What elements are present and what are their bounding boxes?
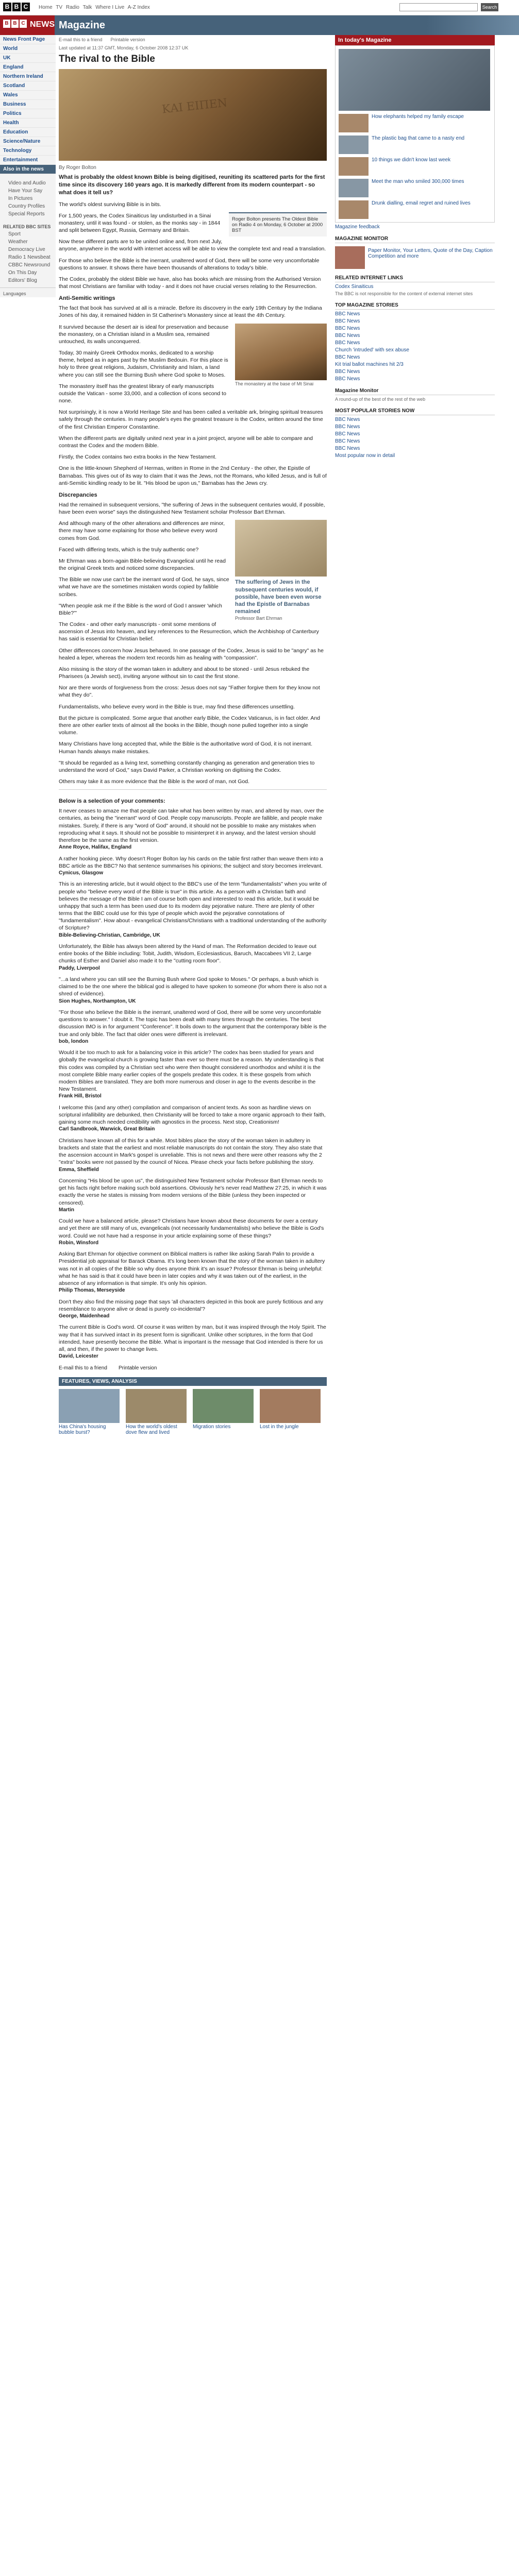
top-story-link[interactable]: BBC News [335,318,360,324]
today-item-label: Drunk dialling, email regret and ruined lives [372,200,471,206]
top-story-link[interactable]: Kit trial ballot machines hit 2/3 [335,362,404,367]
today-thumb [339,114,369,132]
today-box [335,45,495,223]
languages-link[interactable]: Languages [3,291,26,296]
comment [59,1049,327,1100]
most-popular-item[interactable]: BBC News [335,438,360,444]
paragraph: Mr Ehrman was a born-again Bible-believing Evangelical until he read the original Greek texts and noticed some discrepancies. [59,557,226,572]
comment-signature: David, Leicester [59,1353,98,1360]
comment-text: Concerning "His blood be upon us", the distinguished New Testament scholar Professor Bart Ehrman needs to get his facts right before making such bold assertions. Obviously he's never read Matthew 27:25, in which it was exactly the verse he states is missing from modern versions of the Bible (unless they been inspected or censored). [59,1178,327,1206]
paragraph: Had the remained in subsequent versions, "the suffering of Jews in the subsequent centuries would, if possible, have been even worse" says the distinguished New Testament scholar Professor Bart Ehrman. [59,501,325,516]
bbc-logo[interactable]: B B C [3,3,30,11]
comment-signature: George, Maidenhead [59,1313,110,1319]
today-item-label: How elephants helped my family escape [372,114,464,120]
comment-signature: Frank Hill, Bristol [59,1093,102,1099]
comment [59,880,327,939]
quote-text: The suffering of Jews in the subsequent centuries would, if possible, have been even worse had the Epistle of Barnabas remained [235,579,322,615]
top-story-link[interactable]: BBC News [335,354,360,360]
sidebar-subitem[interactable]: Country Profiles [8,204,45,209]
monitor2-heading: Magazine Monitor [335,388,495,395]
feature-card[interactable]: Lost in the jungle [260,1389,321,1435]
paragraph: But the picture is complicated. Some argue that another early Bible, the Codex Vaticanus, is in fact older. And there are other earlier texts of almost all the books in the Bible, though none pulled together into a single volume. [59,715,321,736]
paragraph: Firstly, the Codex contains two extra books in the New Testament. [59,454,217,461]
sidebar-item[interactable]: Politics [0,109,56,118]
comment-signature: Cynicus, Glasgow [59,870,104,876]
paragraph: For 1,500 years, the Codex Sinaiticus lay undisturbed in a Sinai monastery, until it was found - or stolen, as the monks say - in 1844 and split between Egypt, Russia, Germany and Britain. [59,212,221,234]
sidebar-item-active[interactable]: Also in the news [0,165,56,174]
nav-link[interactable]: Where I Live [95,5,125,10]
byline: By Roger Bolton [59,165,96,171]
hero-image [59,69,327,161]
comment-text: "For those who believe the Bible is the inerrant, unaltered word of God, there will be some very uncomfortable questions to answer." I doubt it. The topic has been dealt with many times through the centuries. The best discussion IMO is in for argument "Conference". It boils down to the argument that the contemporary bible is the true and only bible. The fact that older ones were different is irrelevant. [59,1009,327,1038]
paragraph: Also missing is the story of the woman taken in adultery and about to be stoned - until Jesus rebuked the Pharisees (a Jewish sect), inviting anyone without sin to cast the first stone. [59,666,310,680]
today-thumb [339,179,369,197]
intro: What is probably the oldest known Bible is being digitised, reuniting its scattered parts for the first time since its discovery 160 years ago. It is markedly different from its modern counterpart - so what does it tell us? [59,174,325,196]
sidebar-item[interactable]: Science/Nature [0,137,56,146]
related-site-link[interactable]: Weather [8,239,28,245]
paragraph: The fact that book has survived at all is a miracle. Before its discovery in the early 19th Century by the Indiana Jones of his day, it remained hidden in St Catherine's Monastery since at least the 4th Century. [59,305,322,319]
paragraph: "When people ask me if the Bible is the word of God I answer 'which Bible?'" [59,602,222,616]
related-site-link[interactable]: Editors' Blog [8,278,37,283]
monitor2-text: A round-up of the best of the rest of the web [335,397,426,402]
today-item[interactable] [339,200,491,219]
paragraph: "It should be regarded as a living text, something constantly changing as generation and generation tries to understand the word of God," says David Parker, a Christian working on digitising the Codex. [59,759,315,773]
top-story-link[interactable]: BBC News [335,376,360,382]
paragraph: Today, 30 mainly Greek Orthodox monks, dedicated to a worship theme, helped as in ages past by the Muslim Bedouin. For this place is holy to three great religions, Judaism, Christianity and Islam, a land where you can still see the Burning Bush where God spoke to Moses. [59,350,228,378]
comment-signature: Bible-Believing-Christian, Cambridge, UK [59,932,160,938]
sidebar-item[interactable]: Education [0,128,56,137]
article [59,35,327,1435]
paragraph: When the different parts are digitally united next year in a joint project, anyone will be able to compare and contrast the Codex and the modern Bible. [59,435,313,449]
comment-text: This is an interesting article, but it would object to the BBC's use of the term "fundamentalists" when you write of people who "believe every word of the Bible is true" in this article. As a person with a Christian faith and believes the message of the Bible I am of course both open and interested to read this article, but it would be unhappy that such a term has been used due to its modern day pejorative nature. There are plenty of other terms that the BBC could use for this type of people which avoid the pejorative connotations of "fundamentalism". How about - evangelical Christians/Christians with a traditional understanding of the authority of Scripture? [59,881,327,931]
print-link[interactable]: Printable version [110,37,145,42]
paragraph: The world's oldest surviving Bible is in bits. [59,201,161,208]
sidebar-subitem[interactable]: Have Your Say [8,188,43,194]
comment-text: The current Bible is God's word. Of course it was written by man, but it was inspired through the Holy Spirit. The way that it has survived intact in its present form is significant. Unlike other scriptures, in the form that God intended, have presently become the Bible. What is important is the message that God intended is there for us all, and then, if the power to change lives. [59,1324,326,1352]
comment-signature: Philip Thomas, Merseyside [59,1287,125,1294]
related-site-link[interactable]: Radio 1 Newsbeat [8,255,51,260]
sidebar-item[interactable]: UK [0,54,56,63]
monitor-thumb[interactable] [335,246,365,269]
most-popular-heading: MOST POPULAR STORIES NOW [335,408,495,415]
comment [59,1324,327,1360]
paragraph: For those who believe the Bible is the inerrant, unaltered word of God, there will be some very uncomfortable questions to answer. It shows there have been thousands of alterations to today's bible. [59,257,320,271]
image-caption: The monastery at the base of Mt Sinai [235,381,314,386]
paragraph: Now these different parts are to be united online and, from next July, anyone, anywhere in the world with internet access will be able to view the complete text and read a translation. [59,239,326,252]
comment-text: Don't they also find the missing page that says 'all characters depicted in this book are purely fictitious and any resemblance to anyone alive or dead is purely co-incidental'? [59,1298,323,1312]
features-strip: FEATURES, VIEWS, ANALYSIS [59,1377,327,1386]
most-popular-link[interactable]: Most popular now in detail [335,453,395,459]
today-thumb [339,157,369,176]
header-decoration [426,15,519,35]
paragraph: Other differences concern how Jesus behaved. In one passage of the Codex, Jesus is said to be "angry" as he healed a leper, whereas the modern text records him as healing with "compassion". [59,647,324,661]
article-title: The rival to the Bible [59,54,155,64]
comment-signature: Robin, Winsford [59,1240,99,1246]
comment-signature: Paddy, Liverpool [59,965,100,971]
feature-thumb [126,1389,187,1423]
comment [59,1298,327,1320]
paragraph: It survived because the desert air is ideal for preservation and because the monastery, on a Christian island in a Muslim sea, remained untouched, its walls unconquered. [59,324,229,345]
disclaimer: The BBC is not responsible for the content of external internet sites [335,291,473,296]
most-popular-item[interactable]: BBC News [335,446,360,451]
magazine-feedback-link[interactable]: Magazine feedback [335,224,380,230]
comment [59,976,327,1005]
paragraph: Many Christians have long accepted that, while the Bible is the authoritative word of God, it is not inerrant. Human hands always make mistakes. [59,741,313,755]
paragraph: The monastery itself has the greatest library of early manuscripts outside the Vatican - some 33,000, and a collection of icons second to none. [59,383,226,404]
paragraph: And although many of the other alterations and differences are minor, there may have some explaining for those who believe every word comes from God. [59,520,225,541]
today-item-label: Meet the man who smiled 300,000 times [372,179,464,184]
comment [59,1250,327,1294]
nav-link[interactable]: A-Z Index [127,5,150,10]
paragraph: One is the little-known Shepherd of Hermas, written in Rome in the 2nd Century - the other, the Epistle of Barnabas. This gives out of its way to claim that it was the Jews, not the Romans, who killed Jesus, and is full of anti-Semitic kindling ready to be lit. "His blood be upon us," Barnabas has the Jews cry. [59,465,327,486]
sidebar-subitem[interactable]: In Pictures [8,196,33,201]
paragraph: Fundamentalists, who believe every word in the Bible is true, may find these differences unsettling. [59,703,295,710]
comment [59,1137,327,1173]
email-link[interactable]: E-mail this to a friend [59,1365,107,1371]
monastery-photo [235,324,327,380]
comment-text: It never ceases to amaze me that people can take what has been written by man, and altered by man, over the centuries, as being the "inerrant" word of God. People copy manuscripts. People are fallible, and people make mistakes. Surely, if there is any "word of God" around, it should not be possible to make any mistakes when reproducing what it says. It should not be possible to misinterpret it in anyway, and the latest version should therefore be the same as the first version. [59,808,324,843]
comment-text: "...a land where you can still see the Burning Bush where God spoke to Moses." Or perhaps, a bush which is claimed to be the one where the biblical god is alleged to have spoken to someone (for whom there is also not a shred of evidence). [59,976,327,997]
today-item[interactable] [339,179,491,197]
nav-link[interactable]: TV [56,5,63,10]
subheading: Anti-Semitic writings [59,295,115,302]
comment-text: Unfortunately, the Bible has always been altered by the Hand of man. The Reformation decided to leave out entire books of the Bible including: Tobit, Judith, Wisdom, Ecclesiasticus, Baruch, Maccabees VII 2, Large chunks of Esther and Daniel also made it to the "cutting room floor". [59,943,316,964]
related-site-link[interactable]: Sport [8,231,21,237]
feature-card[interactable]: Migration stories [193,1389,254,1435]
paragraph: The Codex - and other early manuscripts - omit some mentions of ascension of Jesus into heaven, and key references to the Resurrection, which the Archbishop of Canterbury has said is essential for Christian belief. [59,621,319,642]
paragraph: Faced with differing texts, which is the truly authentic one? [59,546,199,553]
top-story-link[interactable]: BBC News [335,369,360,375]
comment [59,1217,327,1246]
feature-thumb [260,1389,321,1423]
sidebar-item[interactable]: Entertainment [0,156,56,165]
comment-signature: Emma, Sheffield [59,1166,99,1173]
last-updated: Last updated at 11:37 GMT, Monday, 6 October 2008 12:37 UK [59,45,189,50]
most-popular-item[interactable]: BBC News [335,417,360,422]
left-nav [0,35,56,297]
today-item[interactable] [339,135,491,154]
sidebar-item[interactable]: Health [0,118,56,128]
comment-signature: Anne Royce, Halifax, England [59,844,132,851]
search-input[interactable] [399,3,478,11]
pull-quote [235,520,327,620]
comment [59,855,327,877]
sidebar-subitem[interactable]: Video and Audio [8,180,46,186]
related-links-heading: RELATED INTERNET LINKS [335,275,495,282]
comment [59,807,327,851]
paragraph: Nor are there words of forgiveness from the cross: Jesus does not say "Father forgive them for they know not what they do". [59,685,320,699]
most-popular-item[interactable]: BBC News [335,431,360,437]
comment-text: A rather hooking piece. Why doesn't Roger Bolton lay his cards on the table first rather than weave them into a BBC article as the BBC? No that sentence summarises his opinions; the subject and story becomes irrelevant. [59,855,323,869]
today-heading: In today's Magazine [335,35,495,45]
top-nav-links [39,5,152,10]
today-feature-image[interactable] [339,49,490,111]
monastery-image [235,324,327,386]
nav-link[interactable]: Home [39,5,53,10]
today-item[interactable] [339,114,491,132]
today-item[interactable] [339,157,491,176]
sidebar-item[interactable]: England [0,63,56,72]
today-thumb [339,200,369,219]
monitor-heading: MAGAZINE MONITOR [335,236,495,243]
feature-card[interactable]: How the world's oldest dove flew and lived [126,1389,187,1435]
sidebar-item[interactable]: Scotland [0,81,56,91]
sidebar-item[interactable]: World [0,44,56,54]
comment-signature: Martin [59,1207,74,1213]
email-link[interactable]: E-mail this to a friend [59,37,103,42]
subheading: Discrepancies [59,492,97,498]
monitor-text[interactable]: Paper Monitor, Your Letters, Quote of the Day, Caption Competition and more [368,248,493,259]
fact-box: Roger Bolton presents The Oldest Bible on Radio 4 on Monday, 6 October at 2000 BST [229,212,327,236]
sidebar-item[interactable]: Technology [0,146,56,156]
top-stories-heading: TOP MAGAZINE STORIES [335,302,495,310]
feature-thumb [193,1389,254,1423]
today-item-label: The plastic bag that came to a nasty end [372,135,465,141]
paragraph: Others may take it as more evidence that the Bible is the word of man, not God. [59,778,250,785]
most-popular-item[interactable]: BBC News [335,424,360,430]
comments-heading: Below is a selection of your comments: [59,798,165,805]
bbc-news-logo[interactable]: B B C NEWS [0,15,55,35]
right-column [335,35,495,459]
feature-card[interactable]: Has China's housing bubble burst? [59,1389,120,1435]
related-site-link[interactable]: On This Day [8,270,37,276]
section-title: Magazine [59,20,106,31]
top-story-link[interactable]: Church 'intruded' with sex abuse [335,347,409,353]
related-link[interactable]: Codex Sinaiticus [335,284,374,290]
comment-signature: Carl Sandbrook, Warwick, Great Britain [59,1126,155,1132]
comment-text: Could we have a balanced article, please? Christians have known about these documents for over a century and yet there are still many of us, evangelicals (not necessarily fundamentalists) who believe the Bible is God's word. Could we not have had a response in your article explaining some of these things? [59,1218,324,1239]
paragraph: Not surprisingly, it is now a World Heritage Site and has been called a veritable ark, bringing spiritual treasures safely through the centuries. In many people's eyes the greatest treasure is the Codex, written around the time of the first Christian Emperor Constantine. [59,409,323,430]
comment-text: Christians have known all of this for a while. Most bibles place the story of the woman taken in adultery in brackets and state that the earliest and most reliable manuscripts do not contain the story. They also state that the ascension account in Mark's gospel is unreliable. This is not news and there were other reasons why the 2 "extra" books were not passed by the council of Nicea. Please check your facts before publishing the story. [59,1137,323,1166]
sidebar-subitem[interactable]: Special Reports [8,211,45,217]
top-story-link[interactable]: BBC News [335,340,360,346]
nav-link[interactable]: Talk [82,5,92,10]
top-story-link[interactable]: BBC News [335,326,360,331]
hero-image-text: ΚΑΙ ΕΙΠΕΝ [161,96,228,116]
quote-photo [235,520,327,577]
news-header [0,15,519,35]
related-sites-heading: RELATED BBC SITES [3,224,51,229]
comment [59,1177,327,1213]
comment [59,943,327,972]
top-story-link[interactable]: BBC News [335,311,360,317]
sidebar-item[interactable]: Business [0,100,56,109]
comment-text: Asking Bart Ehrman for objective comment on Biblical matters is rather like asking Sarah Palin to provide a Presidential job appraisal for Barack Obama. It's long been known that the story of the woman taken in adultery was not in all copies of the Bible so why does anyone think it's an issue? Professor Ehrman is being unhelpful: what he has said is that it could have been in later copies and why it was taken out of the earliest, in the absence of any information is that simple. It's only his opinion. [59,1251,325,1286]
top-bar [0,0,519,15]
comment-text: Would it be too much to ask for a balancing voice in this article? The codex has been studied for years and globally the evangelical church is growing faster than ever so there must be a reason. My understanding is that this codex was compiled by a Christian sect who were then thought considered unorthodox and whilst it is the most complete Bible many earlier copies of the gospels predate this codex. It is these gospels from which modern Bibles are translated. They are both more numerous and closer in age to the events describe in the New Testament. [59,1049,324,1093]
print-link[interactable]: Printable version [118,1365,157,1371]
paragraph: The Codex, probably the oldest Bible we have, also has books which are missing from the Authorised Version that most Christians are familiar with today - and it does not have crucial verses relating to the Resurrection. [59,276,321,290]
today-item-label: 10 things we didn't know last week [372,157,451,163]
sidebar-item[interactable]: Wales [0,91,56,100]
features-row [59,1389,327,1435]
top-story-link[interactable]: BBC News [335,333,360,338]
comment [59,1104,327,1133]
search-button[interactable]: Search [481,3,498,11]
comments-section [59,789,327,1360]
related-site-link[interactable]: CBBC Newsround [8,262,51,268]
feature-thumb [59,1389,120,1423]
quote-attribution: Professor Bart Ehrman [235,615,282,621]
monitor-box [335,246,495,269]
sidebar-item[interactable]: News Front Page [0,35,56,44]
comment [59,1009,327,1045]
paragraph: The Bible we now use can't be the inerrant word of God, he says, since what we have are the sometimes mistaken words copied by fallible scribes. [59,577,229,598]
sidebar-item[interactable]: Northern Ireland [0,72,56,81]
today-thumb [339,135,369,154]
comment-signature: Sion Hughes, Northampton, UK [59,998,136,1004]
comment-signature: bob, london [59,1038,89,1044]
related-site-link[interactable]: Democracy Live [8,247,45,252]
comment-text: I welcome this (and any other) compilation and comparison of ancient texts. As soon as hardline views on scriptural infallibility are debunked, then Christianity will be forced to take a more organic approach to their faith, gaining some much needed credibility with agnostics in the process. Next stop, Creationism! [59,1104,326,1126]
nav-link[interactable]: Radio [65,5,79,10]
